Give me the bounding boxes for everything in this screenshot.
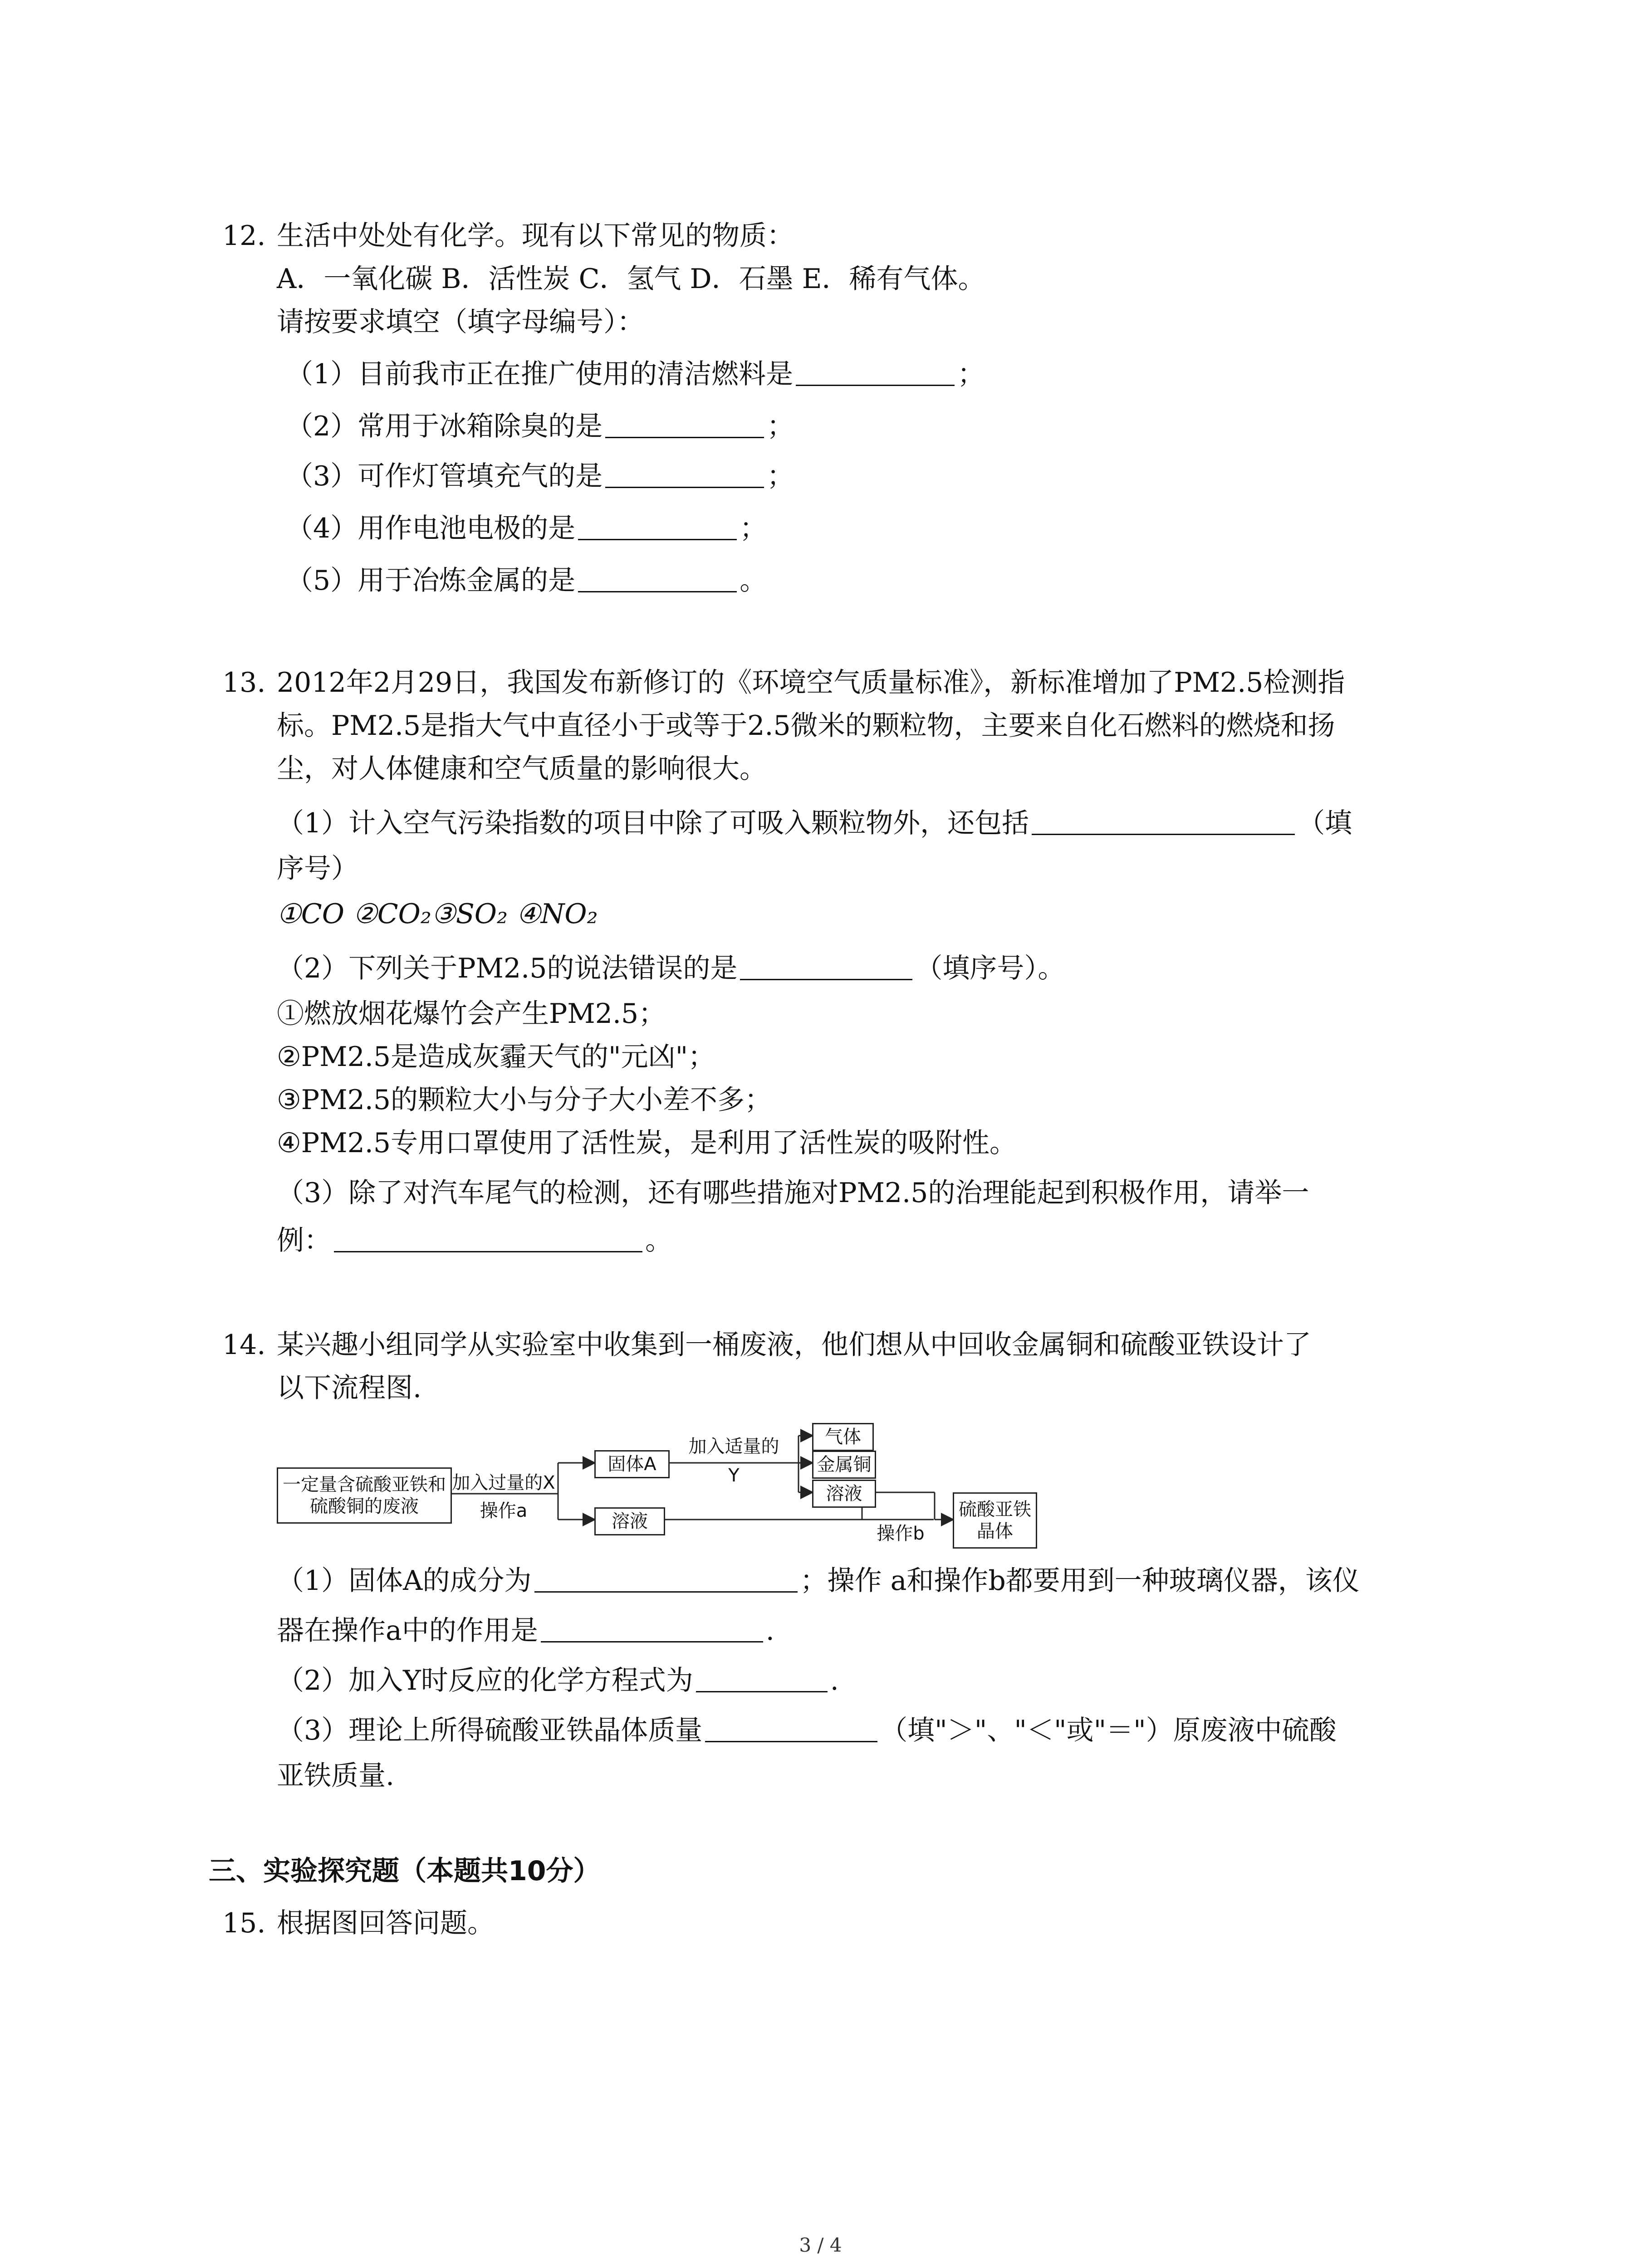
q13-part2-option-3: ③PM2.5的颗粒大小与分子大小差不多； xyxy=(277,1084,772,1116)
q13-part1: （1）计入空气污染指数的项目中除了可吸入颗粒物外，还包括 （填 xyxy=(277,807,1352,839)
q14-number: 14. xyxy=(222,1329,266,1361)
q14-part3: （3）理论上所得硫酸亚铁晶体质量 （填"＞"、"＜"或"＝"）原废液中硫酸 xyxy=(277,1715,1337,1746)
q13-stem-line-2: 标。PM2.5是指大气中直径小于或等于2.5微米的颗粒物，主要来自化石燃料的燃烧和扬 xyxy=(277,710,1335,742)
q13-part2: （2）下列关于PM2.5的说法错误的是 （填序号）。 xyxy=(277,953,1065,984)
flow-start-box: 一定量含硫酸亚铁和硫酸铜的废液 xyxy=(277,1467,452,1524)
q13-part2-option-4: ④PM2.5专用口罩使用了活性炭，是利用了活性炭的吸附性。 xyxy=(277,1127,1017,1159)
flow-product: 硫酸亚铁晶体 xyxy=(953,1492,1037,1549)
q12-options: A．一氧化碳 B．活性炭 C．氢气 D．石墨 E．稀有气体。 xyxy=(277,263,985,295)
answer-blank[interactable] xyxy=(705,1714,877,1742)
flow-step2-top: 加入适量的 xyxy=(688,1436,779,1457)
q14-part2: （2）加入Y时反应的化学方程式为 . xyxy=(277,1665,839,1696)
q14-stem-line-2: 以下流程图. xyxy=(277,1372,422,1404)
flow-step1-bottom: 操作a xyxy=(480,1501,528,1521)
q13-part3-line1: （3）除了对汽车尾气的检测，还有哪些措施对PM2.5的治理能起到积极作用，请举一 xyxy=(277,1177,1309,1209)
q13-part2-option-2: ②PM2.5是造成灰霾天气的"元凶"； xyxy=(277,1041,715,1073)
flow-solid-a: 固体A xyxy=(594,1450,670,1478)
q14-part1-line2: 器在操作a中的作用是 . xyxy=(277,1615,774,1647)
q13-number: 13. xyxy=(222,667,266,699)
q12-item-4: （4）用作电池电极的是 ； xyxy=(286,513,767,544)
q14-part1: （1）固体A的成分为 ；操作 a和操作b都要用到一种玻璃仪器，该仪 xyxy=(277,1565,1360,1597)
answer-blank[interactable] xyxy=(578,564,737,592)
q13-part3-line2: 例： 。 xyxy=(277,1225,672,1256)
q13-stem-line-3: 尘，对人体健康和空气质量的影响很大。 xyxy=(277,753,767,785)
answer-blank[interactable] xyxy=(605,459,764,488)
answer-blank[interactable] xyxy=(1032,807,1295,835)
q13-part1-options: ①CO ②CO₂③SO₂ ④NO₂ xyxy=(277,898,598,930)
q14-stem-line-1: 某兴趣小组同学从实验室中收集到一桶废液，他们想从中回收金属铜和硫酸亚铁设计了 xyxy=(277,1329,1311,1361)
answer-blank[interactable] xyxy=(605,410,764,438)
q14-part3-line2: 亚铁质量. xyxy=(277,1760,395,1792)
answer-blank[interactable] xyxy=(696,1664,828,1692)
flow-solution-1: 溶液 xyxy=(594,1507,665,1535)
flow-step3: 操作b xyxy=(877,1523,925,1544)
q15-stem: 根据图回答问题。 xyxy=(277,1907,495,1939)
answer-blank[interactable] xyxy=(541,1614,763,1642)
section-3-title: 三、实验探究题（本题共10分） xyxy=(209,1855,601,1887)
q13-part1-line2: 序号） xyxy=(277,853,358,885)
q14-flowchart xyxy=(277,1427,1048,1563)
q12-item-3: （3）可作灯管填充气的是 ； xyxy=(286,460,794,492)
answer-blank[interactable] xyxy=(578,512,737,540)
flow-solution-2: 溶液 xyxy=(812,1480,876,1508)
answer-blank[interactable] xyxy=(334,1224,642,1252)
q12-number: 12. xyxy=(222,220,266,252)
flow-step1-top: 加入过量的X xyxy=(452,1472,555,1493)
q13-part2-option-1: ①燃放烟花爆竹会产生PM2.5； xyxy=(277,998,666,1030)
page-number: 3 / 4 xyxy=(799,2234,842,2256)
answer-blank[interactable] xyxy=(796,357,955,386)
q12-stem: 生活中处处有化学。现有以下常见的物质： xyxy=(277,220,794,252)
flow-copper: 金属铜 xyxy=(812,1451,876,1479)
q12-item-5: （5）用于冶炼金属的是 。 xyxy=(286,565,767,596)
flow-gas: 气体 xyxy=(812,1423,874,1451)
answer-blank[interactable] xyxy=(534,1564,798,1593)
q12-item-1: （1）目前我市正在推广使用的清洁燃料是 ； xyxy=(286,358,985,390)
q15-number: 15. xyxy=(222,1907,266,1939)
flow-step2-bottom: Y xyxy=(728,1465,740,1486)
answer-blank[interactable] xyxy=(740,952,912,980)
q12-instruction: 请按要求填空（填字母编号）： xyxy=(277,306,644,338)
q12-item-2: （2）常用于冰箱除臭的是 ； xyxy=(286,411,794,442)
q13-stem-line-1: 2012年2月29日，我国发布新修订的《环境空气质量标准》，新标准增加了PM2.5检测指 xyxy=(277,667,1345,699)
